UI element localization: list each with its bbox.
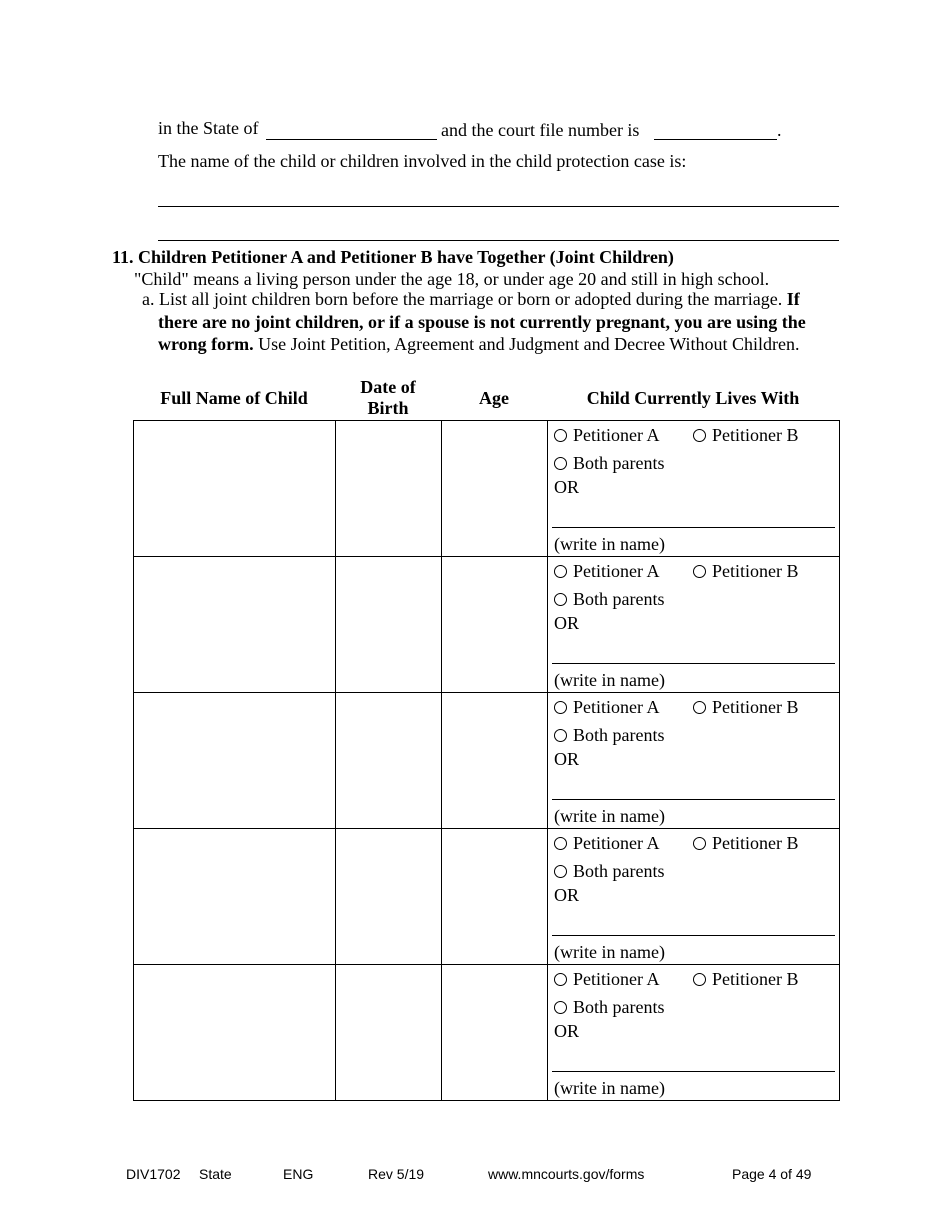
option-label: Both parents	[573, 589, 665, 609]
child-name-cell[interactable]	[134, 693, 336, 829]
radio-icon[interactable]	[693, 701, 706, 714]
option-label: Both parents	[573, 725, 665, 745]
child-dob-cell[interactable]	[336, 557, 442, 693]
or-label: OR	[554, 885, 580, 905]
option-petitioner-a[interactable]	[554, 969, 660, 990]
write-in-label: (write in name)	[554, 1078, 665, 1098]
radio-icon[interactable]	[554, 837, 567, 850]
option-label: Both parents	[573, 861, 665, 881]
joint-children-table	[133, 420, 840, 1101]
option-petitioner-b[interactable]	[693, 425, 799, 446]
option-label: Petitioner A	[573, 561, 660, 581]
radio-icon[interactable]	[554, 973, 567, 986]
child-definition: "Child" means a living person under the age 18, or under age 20 and still in high school.	[134, 269, 770, 289]
item-a-suffix: Use Joint Petition, Agreement and Judgment and Decree Without Children.	[258, 334, 800, 354]
child-dob-cell[interactable]	[336, 693, 442, 829]
child-name-cell[interactable]	[134, 557, 336, 693]
radio-icon[interactable]	[554, 457, 567, 470]
child-dob-cell[interactable]	[336, 829, 442, 965]
item-a-bold-2: there are no joint children, or if a spouse is not currently pregnant, you are using the	[158, 312, 806, 332]
table-row	[134, 421, 840, 557]
option-label: Petitioner B	[712, 425, 799, 445]
option-label: Petitioner A	[573, 833, 660, 853]
footer-jurisdiction: State	[199, 1166, 232, 1182]
option-label: Petitioner B	[712, 833, 799, 853]
radio-icon[interactable]	[554, 729, 567, 742]
option-label: Petitioner A	[573, 697, 660, 717]
or-label: OR	[554, 1021, 580, 1041]
radio-icon[interactable]	[693, 973, 706, 986]
footer-revision: Rev 5/19	[368, 1166, 425, 1182]
children-names-prompt: The name of the child or children involved in the child protection case is:	[158, 151, 687, 171]
item-a-prefix: a. List all joint children born before the marriage or born or adopted during the marriage.	[142, 289, 783, 309]
option-petitioner-a[interactable]	[554, 561, 660, 582]
children-names-line-2[interactable]	[158, 240, 839, 241]
state-field[interactable]	[266, 139, 437, 140]
write-in-field[interactable]	[552, 663, 835, 664]
option-petitioner-b[interactable]	[693, 833, 799, 854]
option-label: Both parents	[573, 453, 665, 473]
option-both-parents[interactable]	[554, 725, 665, 746]
lives-with-cell	[548, 557, 840, 693]
item-a-line-1	[142, 288, 800, 310]
write-in-field[interactable]	[552, 527, 835, 528]
table-row	[134, 557, 840, 693]
child-name-cell[interactable]	[134, 829, 336, 965]
footer-url[interactable]: www.mncourts.gov/forms	[488, 1166, 645, 1182]
or-label: OR	[554, 477, 580, 497]
radio-icon[interactable]	[554, 1001, 567, 1014]
radio-icon[interactable]	[554, 593, 567, 606]
header-lives-with: Child Currently Lives With	[586, 388, 800, 408]
radio-icon[interactable]	[554, 429, 567, 442]
option-label: Petitioner A	[573, 969, 660, 989]
write-in-field[interactable]	[552, 799, 835, 800]
state-label: in the State of	[158, 118, 259, 138]
radio-icon[interactable]	[554, 701, 567, 714]
lives-with-cell	[548, 421, 840, 557]
option-label: Both parents	[573, 997, 665, 1017]
child-age-cell[interactable]	[442, 693, 548, 829]
option-both-parents[interactable]	[554, 861, 665, 882]
lives-with-cell	[548, 829, 840, 965]
section-11-heading: 11. Children Petitioner A and Petitioner B have Together (Joint Children)	[112, 247, 674, 267]
write-in-label: (write in name)	[554, 806, 665, 826]
table-row	[134, 829, 840, 965]
radio-icon[interactable]	[554, 865, 567, 878]
item-a-bold-1: If	[786, 289, 800, 309]
radio-icon[interactable]	[554, 565, 567, 578]
child-age-cell[interactable]	[442, 421, 548, 557]
children-names-line-1[interactable]	[158, 206, 839, 207]
file-number-label: and the court file number is	[441, 120, 640, 140]
write-in-label: (write in name)	[554, 534, 665, 554]
lives-with-cell	[548, 965, 840, 1101]
write-in-field[interactable]	[552, 1071, 835, 1072]
table-row	[134, 965, 840, 1101]
radio-icon[interactable]	[693, 837, 706, 850]
option-petitioner-b[interactable]	[693, 697, 799, 718]
footer-page: Page 4 of 49	[732, 1166, 812, 1182]
or-label: OR	[554, 613, 580, 633]
option-both-parents[interactable]	[554, 589, 665, 610]
option-label: Petitioner B	[712, 561, 799, 581]
option-petitioner-b[interactable]	[693, 969, 799, 990]
write-in-label: (write in name)	[554, 942, 665, 962]
header-age: Age	[479, 388, 509, 408]
radio-icon[interactable]	[693, 565, 706, 578]
header-dob-line-2: Birth	[367, 398, 409, 418]
radio-icon[interactable]	[693, 429, 706, 442]
header-full-name: Full Name of Child	[160, 388, 308, 408]
option-label: Petitioner A	[573, 425, 660, 445]
child-dob-cell[interactable]	[336, 965, 442, 1101]
child-age-cell[interactable]	[442, 557, 548, 693]
write-in-field[interactable]	[552, 935, 835, 936]
or-label: OR	[554, 749, 580, 769]
footer-form-id: DIV1702	[126, 1166, 181, 1182]
item-a-bold-3: wrong form.	[158, 334, 254, 354]
header-dob-line-1: Date of	[360, 377, 416, 397]
item-a-line-3	[158, 333, 800, 355]
child-name-cell[interactable]	[134, 965, 336, 1101]
option-petitioner-b[interactable]	[693, 561, 799, 582]
child-name-cell[interactable]	[134, 421, 336, 557]
lives-with-cell	[548, 693, 840, 829]
header-dob	[335, 377, 441, 419]
option-both-parents[interactable]	[554, 453, 665, 474]
child-dob-cell[interactable]	[336, 421, 442, 557]
option-petitioner-a[interactable]	[554, 697, 660, 718]
option-label: Petitioner B	[712, 697, 799, 717]
option-both-parents[interactable]	[554, 997, 665, 1018]
period: .	[777, 120, 782, 140]
file-number-field[interactable]	[654, 139, 777, 140]
option-label: Petitioner B	[712, 969, 799, 989]
table-row	[134, 693, 840, 829]
option-petitioner-a[interactable]	[554, 425, 660, 446]
child-age-cell[interactable]	[442, 965, 548, 1101]
child-age-cell[interactable]	[442, 829, 548, 965]
footer-language: ENG	[283, 1166, 314, 1182]
write-in-label: (write in name)	[554, 670, 665, 690]
option-petitioner-a[interactable]	[554, 833, 660, 854]
